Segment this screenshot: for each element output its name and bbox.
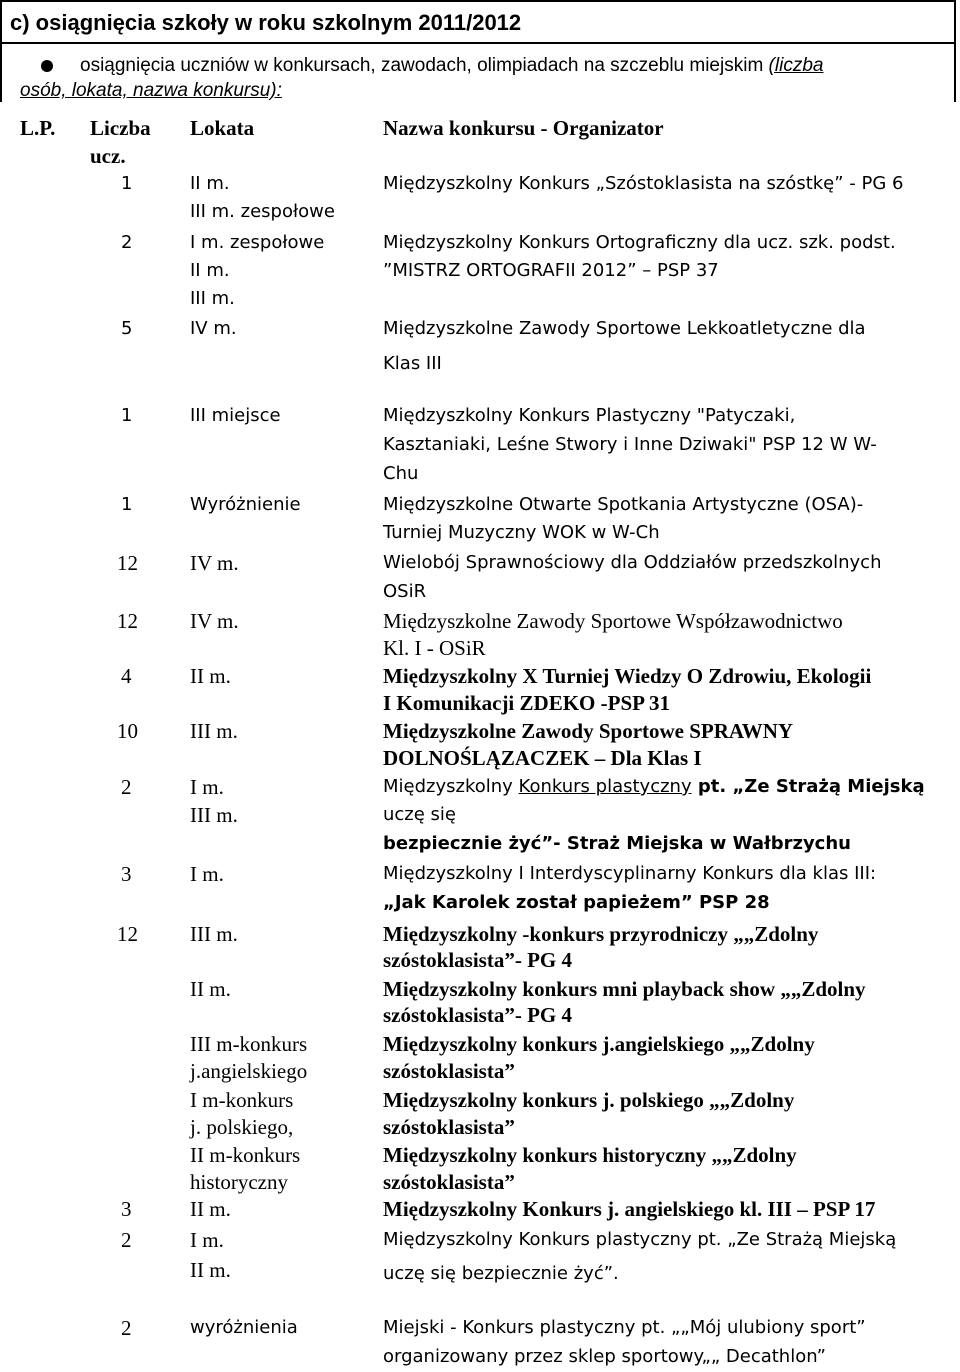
section-heading: c) osiągnięcia szkoły w roku szkolnym 2011/2012 [10, 10, 522, 35]
row-name-underlined: Konkurs plastyczny [518, 776, 692, 797]
row-name: Międzyszkolny Konkurs Ortograficzny dla ucz. szk. podst. [383, 232, 896, 253]
row-place: I m. [190, 1228, 224, 1252]
row-name: ”MISTRZ ORTOGRAFII 2012” – PSP 37 [383, 260, 719, 281]
row-place: IV m. [190, 609, 239, 633]
row-place: III m-konkurs [190, 1032, 308, 1056]
row-name: Międzyszkolny X Turniej Wiedzy O Zdrowiu, Ekologii [383, 664, 872, 688]
row-count: 2 [121, 232, 133, 253]
row-place: I m. [190, 775, 224, 799]
row-place: III m. [190, 719, 238, 743]
row-place: I m-konkurs [190, 1088, 294, 1112]
row-place: historyczny [190, 1170, 288, 1194]
row-count: 2 [121, 775, 132, 799]
row-place: I m. [190, 862, 224, 886]
row-name: Międzyszkolny Konkurs Plastyczny "Patyczaki, [383, 405, 796, 426]
bullet-icon [41, 60, 53, 72]
row-place: III m. [190, 922, 238, 946]
row-place: II m. [190, 1197, 231, 1221]
row-count: 4 [121, 664, 132, 688]
row-name: Kl. I - OSiR [383, 636, 486, 660]
row-name: Turniej Muzyczny WOK w W-Ch [383, 522, 660, 543]
row-place: III miejsce [190, 405, 281, 426]
row-name: Miejski - Konkurs plastyczny pt. „„Mój ulubiony sport” [383, 1317, 866, 1338]
row-count: 2 [121, 1316, 132, 1340]
row-count: 1 [121, 173, 133, 194]
header-liczba-2: ucz. [90, 144, 126, 168]
row-count: 3 [121, 1197, 132, 1221]
row-name-part: Międzyszkolny [383, 776, 519, 797]
row-place: j.angielskiego [190, 1059, 308, 1083]
header-nazwa: Nazwa konkursu - Organizator [383, 116, 664, 140]
row-name: I Komunikacji ZDEKO -PSP 31 [383, 691, 671, 715]
left-border [0, 44, 2, 102]
intro-text: osiągnięcia uczniów w konkursach, zawodach, olimpiadach na szczeblu miejskim [80, 55, 769, 76]
row-place: Wyróżnienie [190, 494, 301, 515]
row-place: IV m. [190, 318, 237, 339]
row-place: III m. [190, 288, 235, 309]
row-count: 1 [121, 405, 133, 426]
intro-line-2: osób, lokata, nazwa konkursu): [20, 80, 282, 101]
row-place: III m. [190, 803, 238, 827]
row-count: 12 [117, 922, 138, 946]
row-count: 12 [117, 551, 138, 575]
header-lokata: Lokata [190, 116, 255, 140]
row-name: bezpiecznie żyć”- Straż Miejska w Wałbrzychu [383, 833, 851, 854]
row-name: Międzyszkolne Zawody Sportowe Lekkoatletyczne dla [383, 318, 866, 339]
row-name: Międzyszkolne Zawody Sportowe Współzawodnictwo [383, 609, 843, 633]
row-name: OSiR [383, 581, 427, 602]
row-place: wyróżnienia [190, 1317, 298, 1338]
row-name: szóstoklasista”- PG 4 [383, 1003, 572, 1027]
row-name-bold: pt. „Ze Strażą Miejską [691, 776, 925, 797]
row-name: Międzyszkolne Zawody Sportowe SPRAWNY [383, 719, 794, 743]
row-name: Wielobój Sprawnościowy dla Oddziałów przedszkolnych [383, 552, 882, 573]
row-place: j. polskiego, [190, 1115, 294, 1139]
row-count: 2 [121, 1228, 132, 1252]
row-name: DOLNOŚLĄZACZEK – Dla Klas I [383, 746, 702, 770]
row-name: szóstoklasista” [383, 1170, 515, 1194]
row-name: Klas III [383, 353, 442, 374]
row-name: Międzyszkolny Konkurs „Szóstoklasista na szóstkę” - PG 6 [383, 173, 904, 194]
row-name: Międzyszkolny I Interdyscyplinarny Konkurs dla klas III: [383, 863, 877, 884]
row-place: II m. [190, 1258, 231, 1282]
row-name: Międzyszkolny -konkurs przyrodniczy „„Zdolny [383, 922, 819, 946]
row-name: szóstoklasista”- PG 4 [383, 948, 572, 972]
row-count: 10 [117, 719, 138, 743]
row-place: II m. [190, 260, 230, 281]
row-name: Chu [383, 463, 419, 484]
row-name: Międzyszkolne Otwarte Spotkania Artystyczne (OSA)- [383, 494, 864, 515]
header-lp: L.P. [20, 116, 56, 140]
row-name: uczę się bezpiecznie żyć”. [383, 1263, 619, 1284]
row-place: II m. [190, 664, 231, 688]
row-name: szóstoklasista” [383, 1115, 515, 1139]
row-name: Międzyszkolny Konkurs j. angielskiego kl. III – PSP 17 [383, 1197, 876, 1221]
row-name [383, 773, 925, 801]
section-heading-box [0, 0, 956, 44]
row-place: III m. zespołowe [190, 201, 335, 222]
row-name: Międzyszkolny konkurs historyczny „„Zdolny [383, 1143, 797, 1167]
row-name: Międzyszkolny konkurs mni playback show „„Zdolny [383, 977, 866, 1001]
intro-italic-1: (liczba [768, 55, 824, 76]
row-place: II m. [190, 977, 231, 1001]
row-count: 12 [117, 609, 138, 633]
row-name: organizowany przez sklep sportowy„„ Decathlon” [383, 1346, 826, 1367]
row-name: Międzyszkolny konkurs j.angielskiego „„Zdolny [383, 1032, 815, 1056]
row-name: Międzyszkolny Konkurs plastyczny pt. „Ze Strażą Miejską [383, 1229, 897, 1250]
row-name: szóstoklasista” [383, 1059, 515, 1083]
row-count: 1 [121, 494, 133, 515]
row-place: I m. zespołowe [190, 232, 325, 253]
row-place: II m. [190, 173, 230, 194]
row-place: II m-konkurs [190, 1143, 301, 1167]
row-name: „Jak Karolek został papieżem” PSP 28 [383, 892, 770, 913]
right-border [954, 44, 956, 102]
row-name: Międzyszkolny konkurs j. polskiego „„Zdolny [383, 1088, 795, 1112]
row-count: 5 [121, 318, 133, 339]
row-name: Kasztaniaki, Leśne Stwory i Inne Dziwaki" PSP 12 W W- [383, 434, 877, 455]
row-place: IV m. [190, 551, 239, 575]
intro-line-1 [80, 52, 823, 80]
row-name: uczę się [383, 804, 457, 825]
header-liczba: Liczba [90, 116, 151, 140]
row-count: 3 [121, 862, 132, 886]
